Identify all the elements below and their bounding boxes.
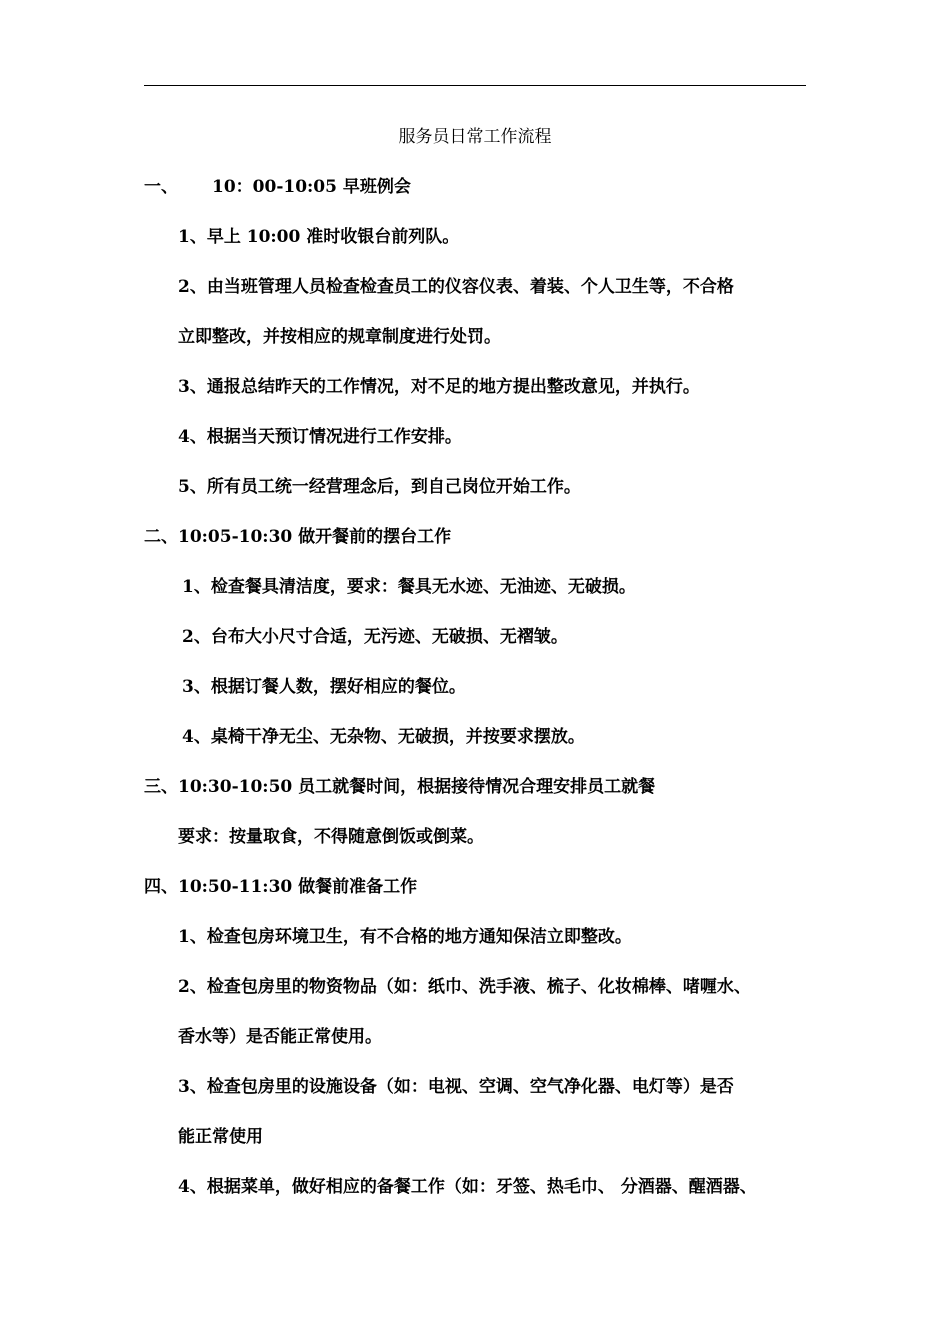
section-4-item-3-cont: 能正常使用 [178,1127,263,1147]
section-4-heading: 四、10:50-11:30 做餐前准备工作 [144,877,418,897]
section-1-item-1: 1、早上 10:00 准时收银台前列队。 [178,227,460,247]
document-title: 服务员日常工作流程 [398,127,552,147]
section-1-heading [144,174,411,200]
section-1-item-3: 3、通报总结昨天的工作情况，对不足的地方提出整改意见，并执行。 [178,377,700,397]
section-2-heading: 二、10:05-10:30 做开餐前的摆台工作 [144,527,452,547]
section-4-item-2-cont: 香水等）是否能正常使用。 [178,1027,382,1047]
section-2-item-2: 2、台布大小尺寸合适，无污迹、无破损、无褶皱。 [182,627,568,647]
section-3-item-1: 要求：按量取食，不得随意倒饭或倒菜。 [178,827,484,847]
section-4-item-3: 3、检查包房里的设施设备（如：电视、空调、空气净化器、电灯等）是否 [178,1077,734,1097]
section-2-item-1: 1、检查餐具清洁度，要求：餐具无水迹、无油迹、无破损。 [182,577,636,597]
section-1-item-2: 2、由当班管理人员检查检查员工的仪容仪表、着装、个人卫生等，不合格 [178,277,734,297]
section-4-item-4: 4、根据菜单，做好相应的备餐工作（如：牙签、热毛巾、 分酒器、醒酒器、 [178,1177,757,1197]
section-1-number: 一、 [144,177,178,197]
section-2-item-4: 4、桌椅干净无尘、无杂物、无破损，并按要求摆放。 [182,727,585,747]
header-rule [144,85,806,86]
section-1-item-4: 4、根据当天预订情况进行工作安排。 [178,427,462,447]
section-2-item-3: 3、根据订餐人数，摆好相应的餐位。 [182,677,466,697]
section-4-item-2: 2、检查包房里的物资物品（如：纸巾、洗手液、梳子、化妆棉棒、啫喱水、 [178,977,751,997]
section-1-item-5: 5、所有员工统一经营理念后，到自己岗位开始工作。 [178,477,581,497]
section-4-item-1: 1、检查包房环境卫生，有不合格的地方通知保洁立即整改。 [178,927,632,947]
section-3-heading: 三、10:30-10:50 员工就餐时间，根据接待情况合理安排员工就餐 [144,777,656,797]
section-1-item-2-cont: 立即整改，并按相应的规章制度进行处罚。 [178,327,501,347]
section-1-heading-text: 10：00-10:05 早班例会 [212,177,411,197]
